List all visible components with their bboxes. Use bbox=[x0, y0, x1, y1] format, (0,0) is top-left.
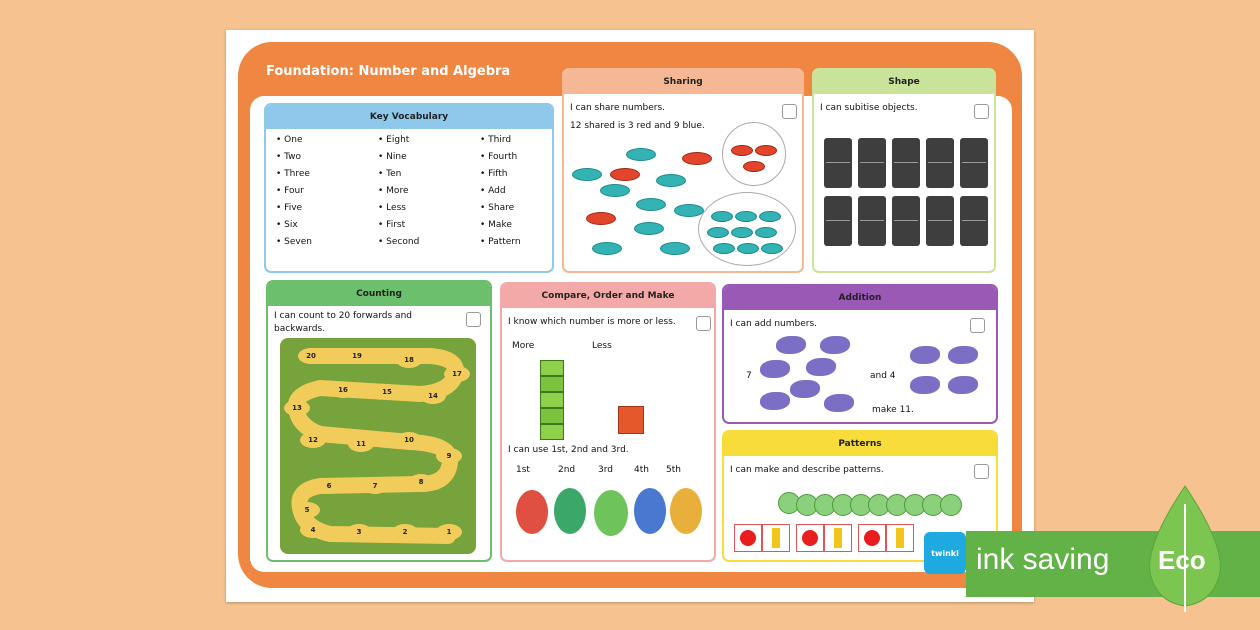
vocab-word bbox=[378, 152, 480, 162]
red-counter bbox=[610, 168, 640, 181]
shape-panel bbox=[812, 68, 996, 273]
board-cell: 12 bbox=[300, 432, 326, 448]
board-cell: 6 bbox=[316, 478, 342, 494]
domino bbox=[960, 138, 988, 188]
patterns-statement: I can make and describe patterns. bbox=[730, 465, 884, 475]
eco-label: Eco bbox=[1158, 545, 1206, 575]
bird-icon bbox=[790, 380, 820, 398]
red-counter bbox=[731, 145, 753, 156]
bird-icon bbox=[948, 376, 978, 394]
red-cube bbox=[618, 406, 644, 434]
vocab-word-text: Make bbox=[488, 220, 512, 230]
green-cube bbox=[540, 408, 564, 424]
vocab-word-text: Share bbox=[488, 203, 515, 213]
vocab-word bbox=[276, 152, 378, 162]
addition-header: Addition bbox=[724, 286, 996, 310]
key-vocabulary-header: Key Vocabulary bbox=[266, 105, 552, 129]
domino bbox=[926, 196, 954, 246]
vocab-word-text: Six bbox=[284, 220, 298, 230]
ordinal-label: 4th bbox=[634, 465, 649, 475]
vocab-word bbox=[480, 220, 554, 230]
teal-counter bbox=[737, 243, 759, 254]
bird-icon bbox=[910, 346, 940, 364]
twinkl-logo-text: twinkl bbox=[931, 548, 959, 558]
bullet-icon: • bbox=[276, 186, 285, 196]
sharing-panel bbox=[562, 68, 804, 273]
pattern-cell-circle bbox=[734, 524, 762, 552]
vocab-word bbox=[378, 203, 480, 213]
domino bbox=[858, 138, 886, 188]
teal-counter bbox=[761, 243, 783, 254]
vocab-word bbox=[378, 237, 480, 247]
teal-counter bbox=[711, 211, 733, 222]
vocab-word-text: First bbox=[386, 220, 406, 230]
vocab-word bbox=[378, 135, 480, 145]
teal-counter bbox=[592, 242, 622, 255]
runner-figure bbox=[634, 488, 666, 534]
bird-icon bbox=[806, 358, 836, 376]
runner-figure bbox=[516, 490, 548, 534]
red-counter bbox=[755, 145, 777, 156]
teal-counter bbox=[660, 242, 690, 255]
vocab-word bbox=[480, 203, 554, 213]
vocab-word bbox=[480, 135, 554, 145]
compare-panel bbox=[500, 282, 716, 562]
counting-checkbox[interactable] bbox=[466, 312, 481, 327]
bullet-icon: • bbox=[480, 203, 489, 213]
compare-header: Compare, Order and Make bbox=[502, 284, 714, 308]
runner-figure bbox=[594, 490, 628, 536]
runner-figure bbox=[554, 488, 586, 534]
teal-counter bbox=[759, 211, 781, 222]
bird-icon bbox=[776, 336, 806, 354]
vocab-word bbox=[480, 169, 554, 179]
board-cell: 14 bbox=[420, 388, 446, 404]
teal-counter bbox=[600, 184, 630, 197]
vocab-word-text: Third bbox=[488, 135, 512, 145]
worksheet-title: Foundation: Number and Algebra bbox=[266, 64, 511, 79]
vocab-word bbox=[276, 237, 378, 247]
teal-counter bbox=[755, 227, 777, 238]
bullet-icon: • bbox=[276, 152, 285, 162]
teal-counter bbox=[731, 227, 753, 238]
pattern-cell-bar bbox=[824, 524, 852, 552]
addend-four-label: and 4 bbox=[870, 371, 896, 381]
board-cell: 19 bbox=[344, 348, 370, 364]
vocab-word-text: Fourth bbox=[488, 152, 518, 162]
bird-icon bbox=[820, 336, 850, 354]
ink-saving-label: ink saving bbox=[976, 543, 1110, 576]
bullet-icon: • bbox=[378, 135, 387, 145]
patterns-checkbox[interactable] bbox=[974, 464, 989, 479]
vocab-word-text: Nine bbox=[386, 152, 407, 162]
sum-label: make 11. bbox=[872, 405, 914, 415]
bullet-icon: • bbox=[378, 220, 387, 230]
bullet-icon: • bbox=[276, 220, 285, 230]
vocab-word bbox=[276, 186, 378, 196]
vocab-word-text: One bbox=[284, 135, 303, 145]
vocab-word-text: Eight bbox=[386, 135, 410, 145]
domino bbox=[824, 138, 852, 188]
ordinal-label: 5th bbox=[666, 465, 681, 475]
pattern-cell-circle bbox=[858, 524, 886, 552]
red-share-circle bbox=[722, 122, 786, 186]
addition-checkbox[interactable] bbox=[970, 318, 985, 333]
board-cell: 1 bbox=[436, 524, 462, 540]
vocab-word bbox=[378, 169, 480, 179]
bird-icon bbox=[824, 394, 854, 412]
green-cube bbox=[540, 376, 564, 392]
teal-counter bbox=[707, 227, 729, 238]
patterns-header: Patterns bbox=[724, 432, 996, 456]
domino bbox=[858, 196, 886, 246]
vocab-word-text: Two bbox=[284, 152, 302, 162]
more-label: More bbox=[512, 341, 535, 351]
green-cube bbox=[540, 392, 564, 408]
pattern-cell-circle bbox=[796, 524, 824, 552]
red-counter bbox=[682, 152, 712, 165]
shape-checkbox[interactable] bbox=[974, 104, 989, 119]
board-cell: 2 bbox=[392, 524, 418, 540]
bird-icon bbox=[910, 376, 940, 394]
bullet-icon: • bbox=[480, 186, 489, 196]
board-cell: 10 bbox=[396, 432, 422, 448]
teal-counter bbox=[735, 211, 757, 222]
bird-icon bbox=[760, 360, 790, 378]
vocab-word bbox=[276, 169, 378, 179]
vocab-word bbox=[276, 220, 378, 230]
vocab-word-text: Less bbox=[386, 203, 406, 213]
domino bbox=[824, 196, 852, 246]
bullet-icon: • bbox=[480, 220, 489, 230]
vocab-word-text: Four bbox=[284, 186, 304, 196]
teal-counter bbox=[713, 243, 735, 254]
bullet-icon: • bbox=[480, 237, 489, 247]
green-cube bbox=[540, 360, 564, 376]
addition-statement: I can add numbers. bbox=[730, 319, 818, 329]
bullet-icon: • bbox=[378, 186, 387, 196]
vocab-word bbox=[378, 186, 480, 196]
bullet-icon: • bbox=[378, 152, 387, 162]
counting-board-game bbox=[280, 338, 476, 554]
bullet-icon: • bbox=[378, 169, 387, 179]
ordinal-statement: I can use 1st, 2nd and 3rd. bbox=[508, 445, 629, 455]
board-cell: 11 bbox=[348, 436, 374, 452]
vocab-word-text: Add bbox=[488, 186, 506, 196]
domino bbox=[892, 138, 920, 188]
teal-counter bbox=[674, 204, 704, 217]
addition-panel bbox=[722, 284, 998, 424]
teal-counter bbox=[636, 198, 666, 211]
pattern-cell-bar bbox=[886, 524, 914, 552]
caterpillar-segment bbox=[940, 494, 962, 516]
sharing-header: Sharing bbox=[564, 70, 802, 94]
vocab-word-text: Seven bbox=[284, 237, 312, 247]
board-cell: 18 bbox=[396, 352, 422, 368]
board-cell: 15 bbox=[374, 384, 400, 400]
shape-header: Shape bbox=[814, 70, 994, 94]
compare-checkbox[interactable] bbox=[696, 316, 711, 331]
bullet-icon: • bbox=[480, 135, 489, 145]
board-cell: 20 bbox=[298, 348, 324, 364]
board-cell: 17 bbox=[444, 366, 470, 382]
sharing-statement: I can share numbers. bbox=[570, 103, 666, 113]
runner-figure bbox=[670, 488, 702, 534]
vocab-word bbox=[480, 152, 554, 162]
board-cell: 16 bbox=[330, 382, 356, 398]
vocab-word bbox=[378, 220, 480, 230]
counting-header: Counting bbox=[268, 282, 490, 306]
vocab-word bbox=[276, 135, 378, 145]
vocab-word-text: Ten bbox=[386, 169, 402, 179]
red-counter bbox=[586, 212, 616, 225]
teal-counter bbox=[626, 148, 656, 161]
board-cell: 4 bbox=[300, 522, 326, 538]
vocab-word bbox=[480, 237, 554, 247]
vocab-word-text: Three bbox=[284, 169, 310, 179]
bird-icon bbox=[948, 346, 978, 364]
teal-counter bbox=[656, 174, 686, 187]
teal-counter bbox=[634, 222, 664, 235]
domino bbox=[960, 196, 988, 246]
twinkl-logo bbox=[924, 532, 966, 574]
vocab-word-text: Fifth bbox=[488, 169, 508, 179]
sharing-checkbox[interactable] bbox=[782, 104, 797, 119]
key-vocabulary-panel bbox=[264, 103, 554, 273]
sharing-example: 12 shared is 3 red and 9 blue. bbox=[570, 121, 705, 131]
less-label: Less bbox=[592, 341, 612, 351]
teal-counter bbox=[572, 168, 602, 181]
vocab-word-text: Pattern bbox=[488, 237, 521, 247]
bullet-icon: • bbox=[276, 203, 285, 213]
running-children-illustration bbox=[510, 480, 710, 552]
vocabulary-list bbox=[276, 135, 554, 247]
bullet-icon: • bbox=[276, 135, 285, 145]
green-cube bbox=[540, 424, 564, 440]
vocab-word bbox=[480, 186, 554, 196]
vocab-word-text: Second bbox=[386, 237, 420, 247]
ordinal-label: 1st bbox=[516, 465, 530, 475]
board-cell: 8 bbox=[408, 474, 434, 490]
counting-statement: I can count to 20 forwards and backwards. bbox=[274, 311, 412, 334]
bullet-icon: • bbox=[480, 169, 489, 179]
vocab-word-text: Five bbox=[284, 203, 303, 213]
ordinal-label: 2nd bbox=[558, 465, 576, 475]
board-cell: 9 bbox=[436, 448, 462, 464]
domino bbox=[926, 138, 954, 188]
shape-statement: I can subitise objects. bbox=[820, 103, 918, 113]
vocab-word-text: More bbox=[386, 186, 409, 196]
board-cell: 7 bbox=[362, 478, 388, 494]
bullet-icon: • bbox=[276, 169, 285, 179]
pattern-cell-bar bbox=[762, 524, 790, 552]
compare-statement: I know which number is more or less. bbox=[508, 317, 676, 327]
bird-icon bbox=[760, 392, 790, 410]
board-cell: 3 bbox=[346, 524, 372, 540]
board-cell: 5 bbox=[294, 502, 320, 518]
domino bbox=[892, 196, 920, 246]
bullet-icon: • bbox=[480, 152, 489, 162]
bullet-icon: • bbox=[378, 237, 387, 247]
teal-share-circle bbox=[698, 192, 796, 266]
bullet-icon: • bbox=[276, 237, 285, 247]
vocab-word bbox=[276, 203, 378, 213]
red-counter bbox=[743, 161, 765, 172]
addend-seven: 7 bbox=[746, 371, 752, 381]
board-cell: 13 bbox=[284, 400, 310, 416]
bullet-icon: • bbox=[378, 203, 387, 213]
ordinal-label: 3rd bbox=[598, 465, 613, 475]
